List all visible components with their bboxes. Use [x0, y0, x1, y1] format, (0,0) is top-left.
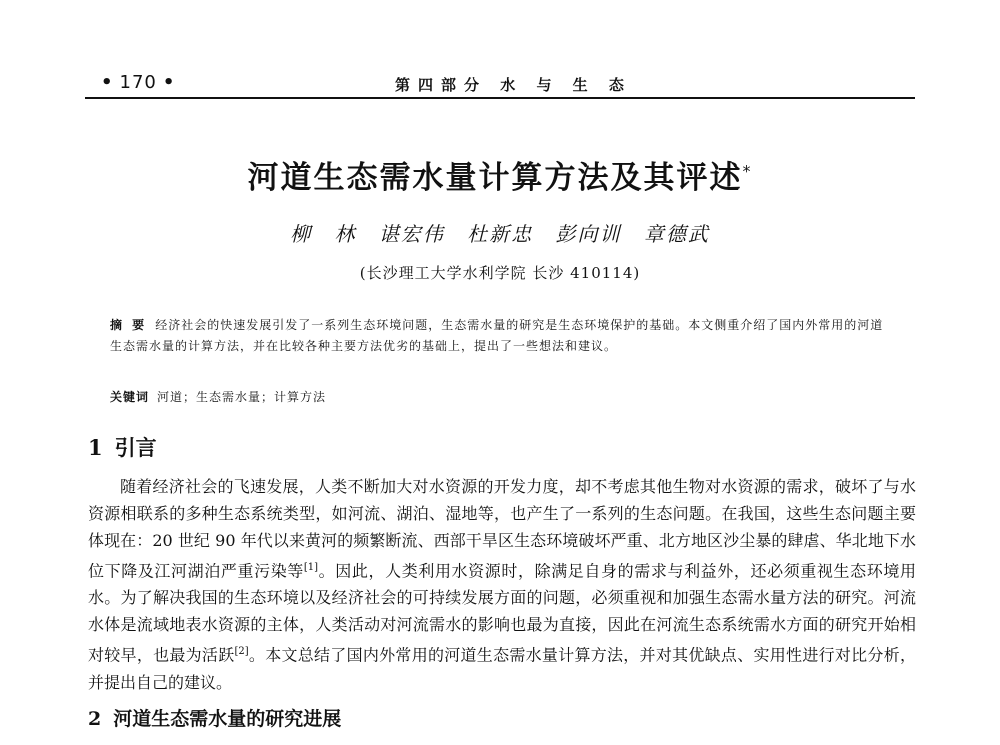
abstract-text: 经济社会的快速发展引发了一系列生态环境问题，生态需水量的研究是生态环境保护的基础。本文侧重介绍了国内外常用的河道生态需水量的计算方法，并在比较各种主要方法优劣的基础上，提出了一些想法和建议。 — [110, 318, 884, 353]
section-heading-2: 2 河道生态需水量的研究进展 — [88, 708, 342, 730]
citation-ref[interactable]: [1] — [303, 562, 319, 573]
keywords — [110, 388, 890, 405]
body-paragraph: 随着经济社会的飞速发展，人类不断加大对水资源的开发力度，却不考虑其他生物对水资源的需求，破坏了与水资源相联系的多种生态系统类型，如河流、湖泊、湿地等，也产生了一系列的生态问题。在我国，这些生态问题主要体现在：20 世纪 90 年代以来黄河的频繁断流、西部干旱区生态环境破坏严重、北方地区沙尘暴的肆虐、华北地下水位下降及江河湖泊严重污染等[1]。因此，人类利用水资源时，除满足自身的需求与利益外，还必须重视生态环境用水。为了解决我国的生态环境以及经济社会的可持续发展方面的问题，必须重视和加强生态需水量方法的研究。河流水体是流域地表水资源的主体，人类活动对河流需水的影响也最为直接，因此在河流生态系统需水方面的研究开始相对较早，也最为活跃[2]。本文总结了国内外常用的河道生态需水量计算方法，并对其优缺点、实用性进行对比分析，并提出自己的建议。 — [88, 477, 916, 692]
bullet-icon: • — [162, 72, 176, 93]
bullet-icon: • — [101, 72, 114, 93]
affiliation: (长沙理工大学水利学院 长沙 410114) — [359, 264, 641, 282]
section-heading-1: 1 引言 — [88, 435, 157, 460]
abstract — [110, 315, 890, 357]
abstract-label: 摘 要 — [110, 318, 148, 332]
page-header — [85, 66, 915, 100]
citation-ref[interactable]: [2] — [234, 646, 249, 658]
footnote-mark: * — [742, 161, 753, 181]
keywords-label: 关键词 — [110, 390, 150, 404]
paper-title: 河道生态需水量计算方法及其评述* — [247, 160, 753, 196]
keywords-text: 河道；生态需水量；计算方法 — [157, 390, 327, 404]
page-number: • 170 • — [101, 72, 176, 93]
header-rule — [85, 97, 915, 99]
running-section-title: 第四部分 水 与 生 态 — [395, 76, 632, 94]
authors: 柳 林 谌宏伟 杜新忠 彭向训 章德武 — [290, 222, 710, 246]
